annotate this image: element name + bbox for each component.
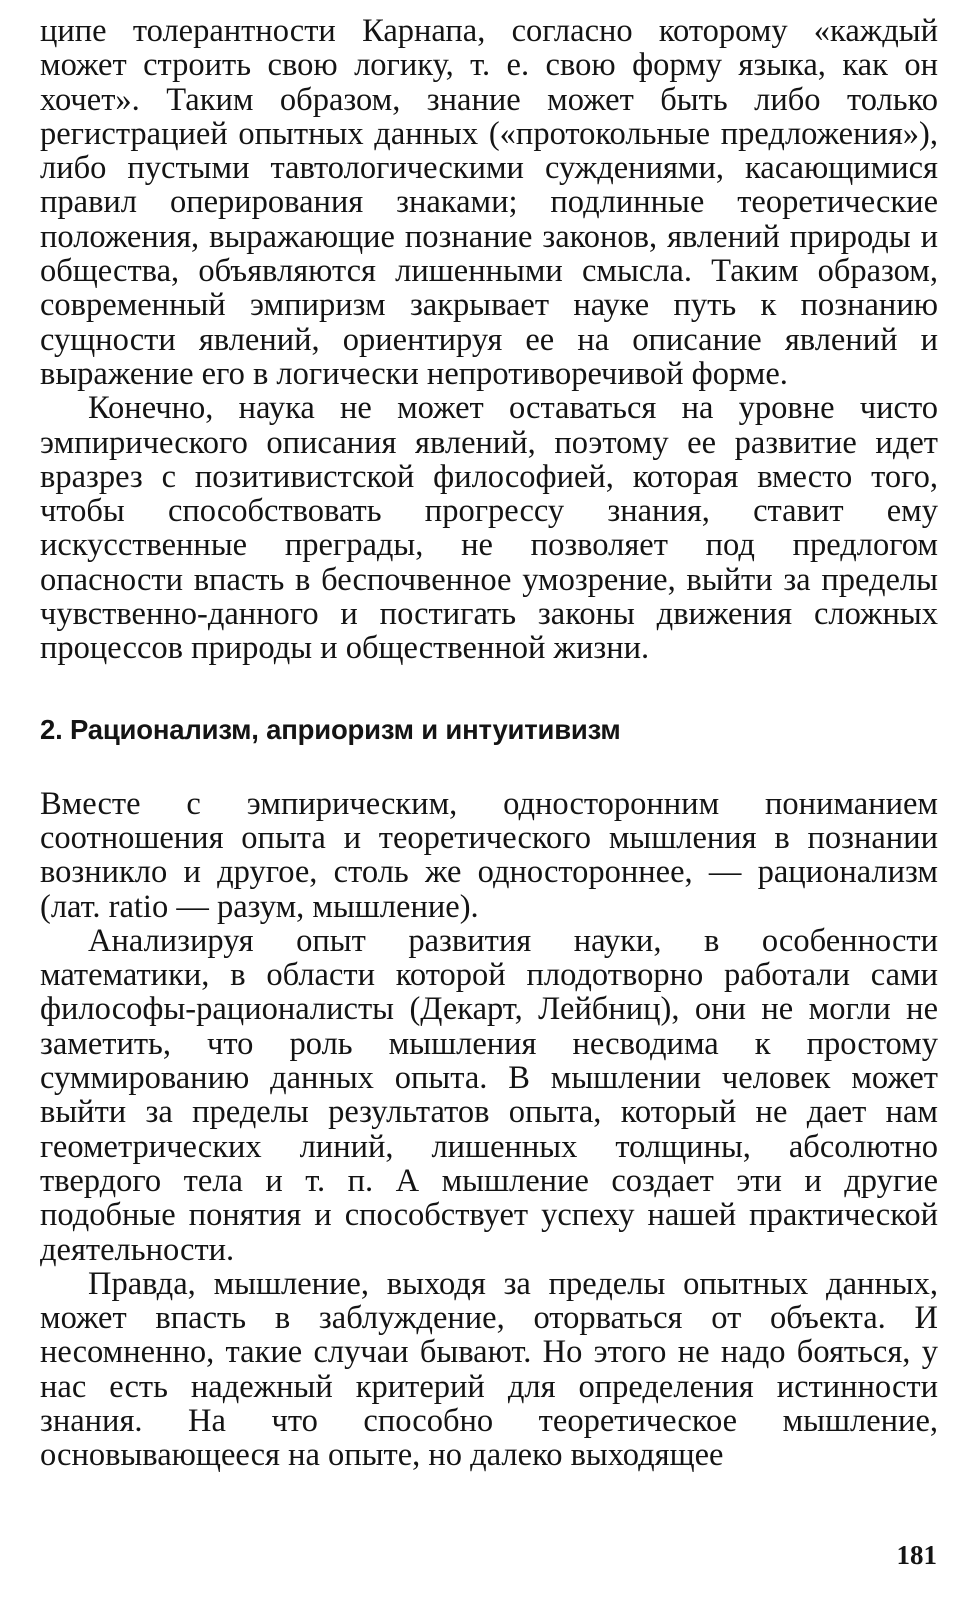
paragraph-mathematics-analysis: Анализируя опыт развития науки, в особенности математики, в области которой плодотворно работали сами философы-рационалисты (Декарт, Лейбниц), они не могли не заметить, что роль мышления несводима к простому суммированию данных опыта. В мышлении человек может выйти за пределы результатов опыта, который не дает нам геометрических линий, лишенных толщины, абсолютно твердого тела и т. п. А мышление создает эти и другие подобные понятия и способствует успеху нашей практической деятельности.	[40, 922, 938, 1268]
paragraph-thinking-error: Правда, мышление, выходя за пределы опытных данных, может впасть в заблуждение, оторваться от объекта. И несомненно, такие случаи бывают. Но этого не надо бояться, у нас есть надежный критерий для определения истинности знания. На что способно теоретическое мышление, основывающееся на опыте, но далеко выходящее	[40, 1265, 938, 1474]
paragraph-science-empirical: Конечно, наука не может оставаться на уровне чисто эмпирического описания явлений, поэтому ее развитие идет вразрез с позитивистской философией, которая вместо того, чтобы способствовать прогрессу знания, ставит ему искусственные преграды, не позволяет под предлогом опасности впасть в беспочвенное умозрение, выйти за пределы чувственно-данного и постигать законы движения сложных процессов природы и общественной жизни.	[40, 390, 938, 667]
paragraph-rationalism-intro: Вместе с эмпирическим, односторонним пониманием соотношения опыта и теоретического мышления в познании возникло и другое, столь же одностороннее, — рационализм (лат. ratio — разум, мышление).	[40, 785, 938, 925]
book-page-text	[40, 14, 938, 1473]
section-heading: 2. Рационализм, априоризм и интуитивизм	[40, 713, 621, 745]
paragraph-carnap-tolerance: ципе толерантности Карнапа, согласно которому «каждый может строить свою логику, т. е. свою форму языка, как он хочет». Таким образом, знание может быть либо только регистрацией опытных данных («протокольные предложения»), либо пустыми тавтологическими суждениями, касающимися правил оперирования знаками; подлинные теоретические положения, выражающие познание законов, явлений природы и общества, объявляются лишенными смысла. Таким образом, современный эмпиризм закрывает науке путь к познанию сущности явлений, ориентируя ее на описание явлений и выражение его в логически непротиворечивой форме.	[40, 13, 938, 392]
page-number: 181	[896, 1540, 937, 1570]
